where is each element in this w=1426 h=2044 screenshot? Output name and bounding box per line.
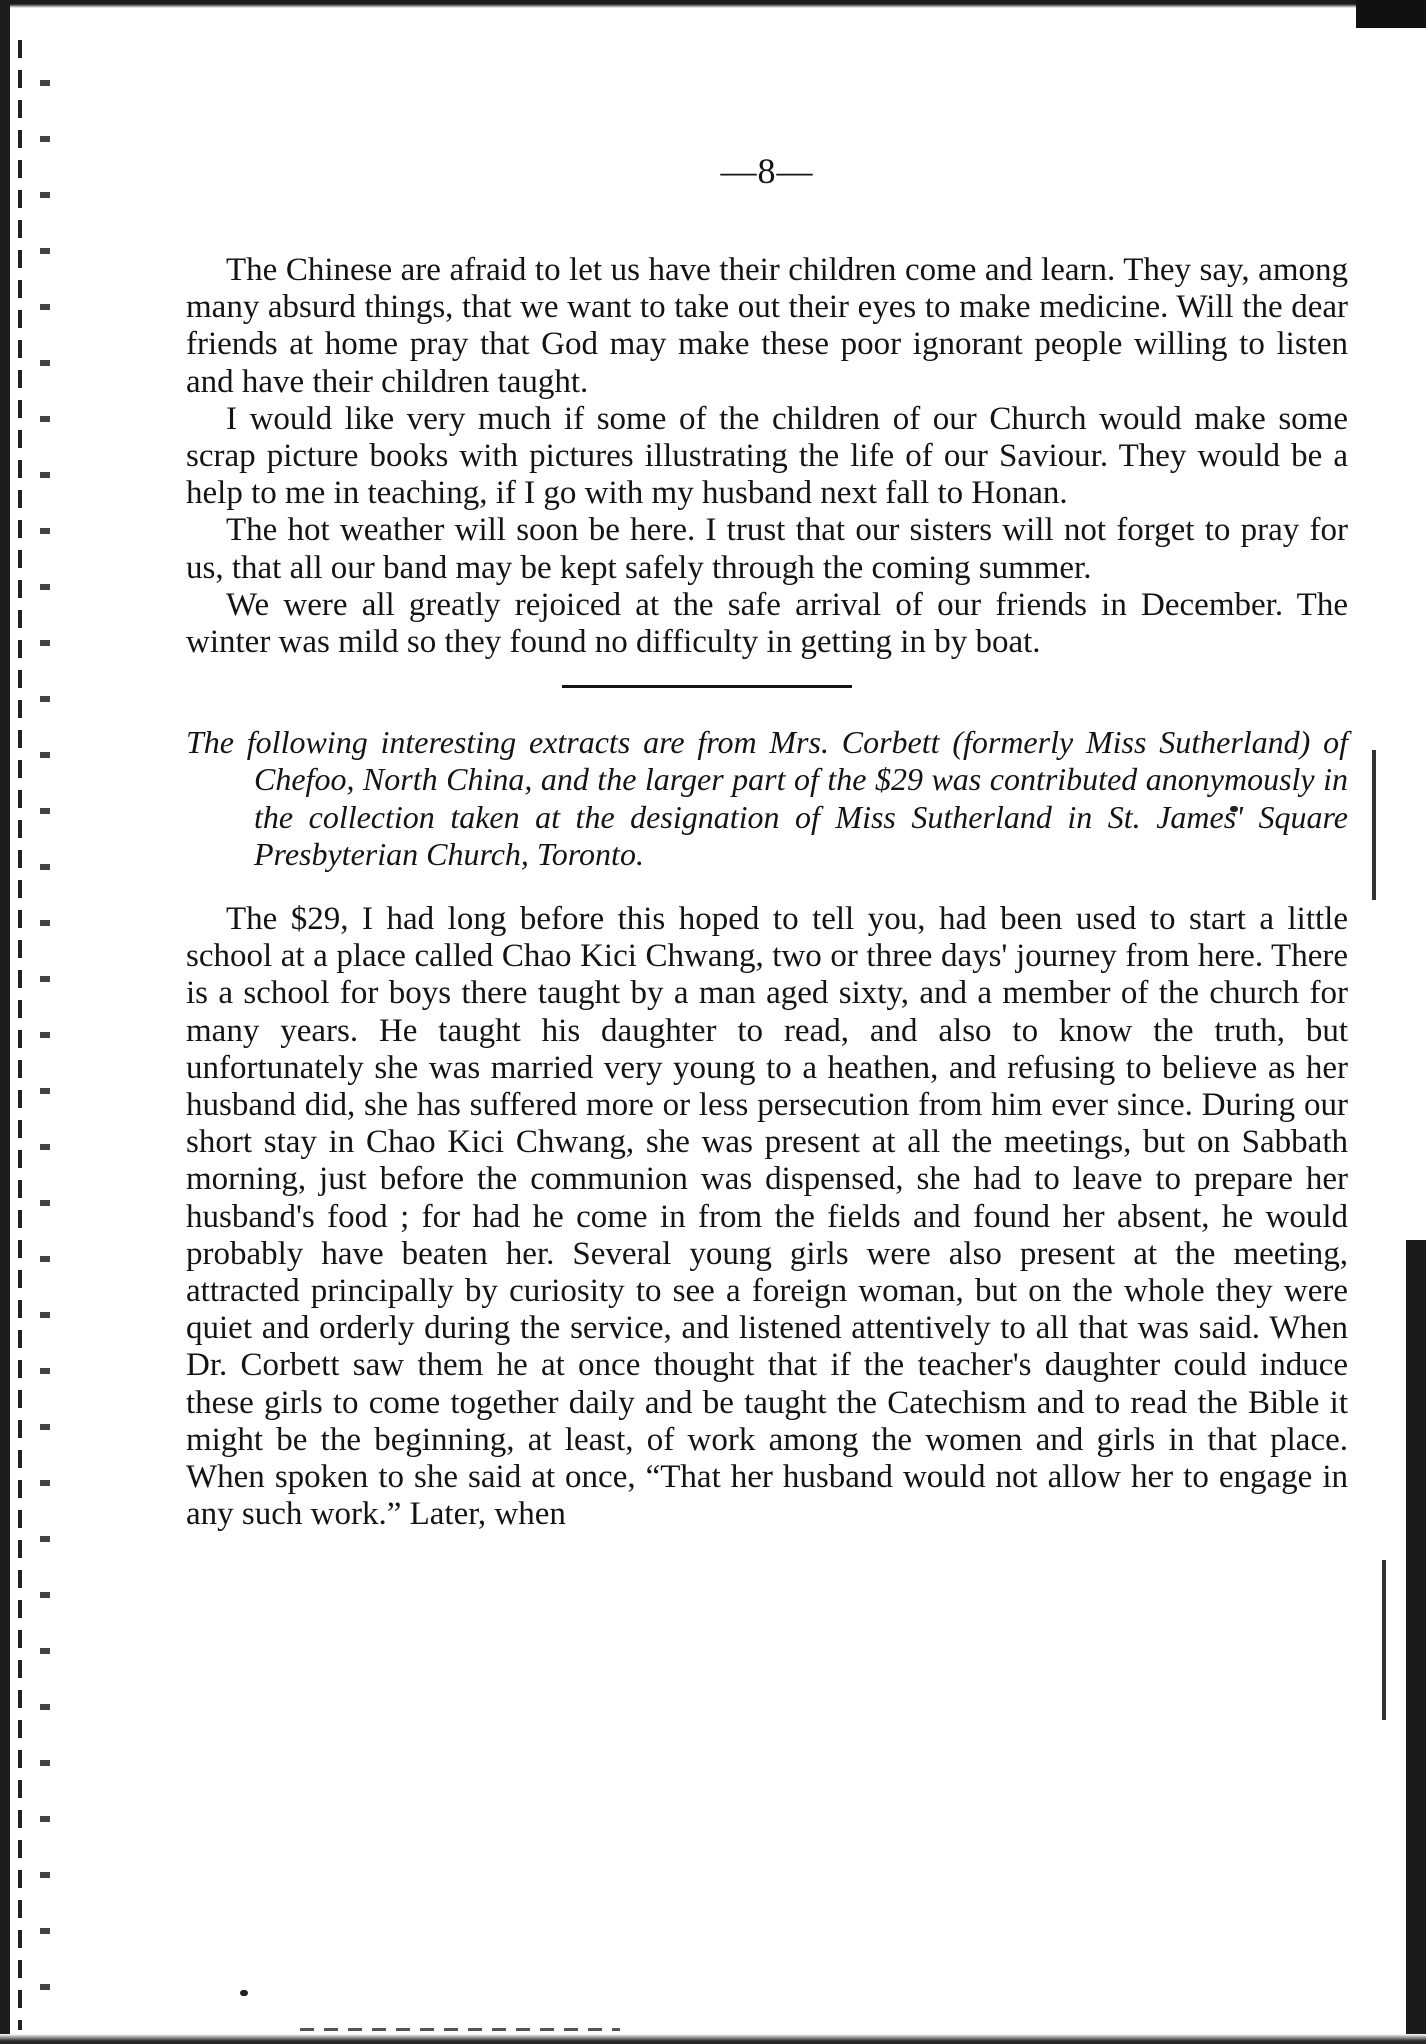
paragraph: I would like very much if some of the children of our Church would make some scrap picture books with pictures illustrating the life of our Saviour. They would be a help to me in teaching, if I go with my husband next fall to Honan.	[186, 400, 1348, 512]
paragraph: The hot weather will soon be here. I trust that our sisters will not forget to pray for us, that all our band may be kept safely through the coming summer.	[186, 512, 1348, 586]
scan-dot	[240, 1990, 248, 1996]
scan-edge-right-mark	[1372, 750, 1376, 900]
scan-edge-bottom	[0, 2034, 1426, 2044]
scan-edge-left-dots	[40, 80, 50, 2010]
section-divider	[562, 685, 852, 688]
scan-edge-left	[0, 0, 10, 2044]
document-page	[186, 150, 1348, 1534]
paragraph: We were all greatly rejoiced at the safe arrival of our friends in December. The winter was mild so they found no difficulty in getting in by boat.	[186, 586, 1348, 661]
scan-bottom-dashes	[300, 2028, 620, 2031]
scan-edge-left-inner	[18, 40, 22, 2030]
scan-edge-right	[1406, 1240, 1426, 2044]
scan-edge-right-mark-2	[1382, 1560, 1386, 1720]
paragraph: The Chinese are afraid to let us have their children come and learn. They say, among many absurd things, that we want to take out their eyes to make medicine. Will the dear friends at home pray that God may make these poor ignorant people willing to listen and have their children taught.	[186, 252, 1348, 400]
scan-edge-corner	[1356, 0, 1426, 28]
paragraph: The $29, I had long before this hoped to tell you, had been used to start a little school at a place called Chao Kici Chwang, two or three days' journey from here. There is a school for boys there taught by a man aged sixty, and a member of the church for many years. He taught his daughter to read, and also to know the truth, but unfortunately she was married very young to a heathen, and refusing to believe as her husband did, she has suffered more or less persecution from him ever since. During our short stay in Chao Kici Chwang, she was present at all the meetings, but on Sabbath morning, just before the communion was dispensed, she had to leave to prepare her husband's food ; for had he come in from the fields and found her absent, he would probably have beaten her. Several young girls were also present at the meeting, attracted principally by curiosity to see a foreign woman, but on the whole they were quiet and orderly during the service, and listened attentively to all that was said. When Dr. Corbett saw them he at once thought that if the teacher's daughter could induce these girls to come together daily and be taught the Catechism and to read the Bible it might be the beginning, at least, of work among the women and girls in that place. When spoken to she said at once, “That her husband would not allow her to engage in any such work.” Later, when	[186, 901, 1348, 1533]
page-number: —8—	[720, 151, 814, 191]
scan-edge-top	[0, 0, 1426, 14]
editorial-intro-note: The following interesting extracts are from Mrs. Corbett (formerly Miss Sutherland) of Chefoo, North China, and the larger part of the $29 was contributed anonymously in the collection taken at the designation of Miss Sutherland in St. James' Square Presbyterian Church, Toronto.	[186, 724, 1348, 872]
